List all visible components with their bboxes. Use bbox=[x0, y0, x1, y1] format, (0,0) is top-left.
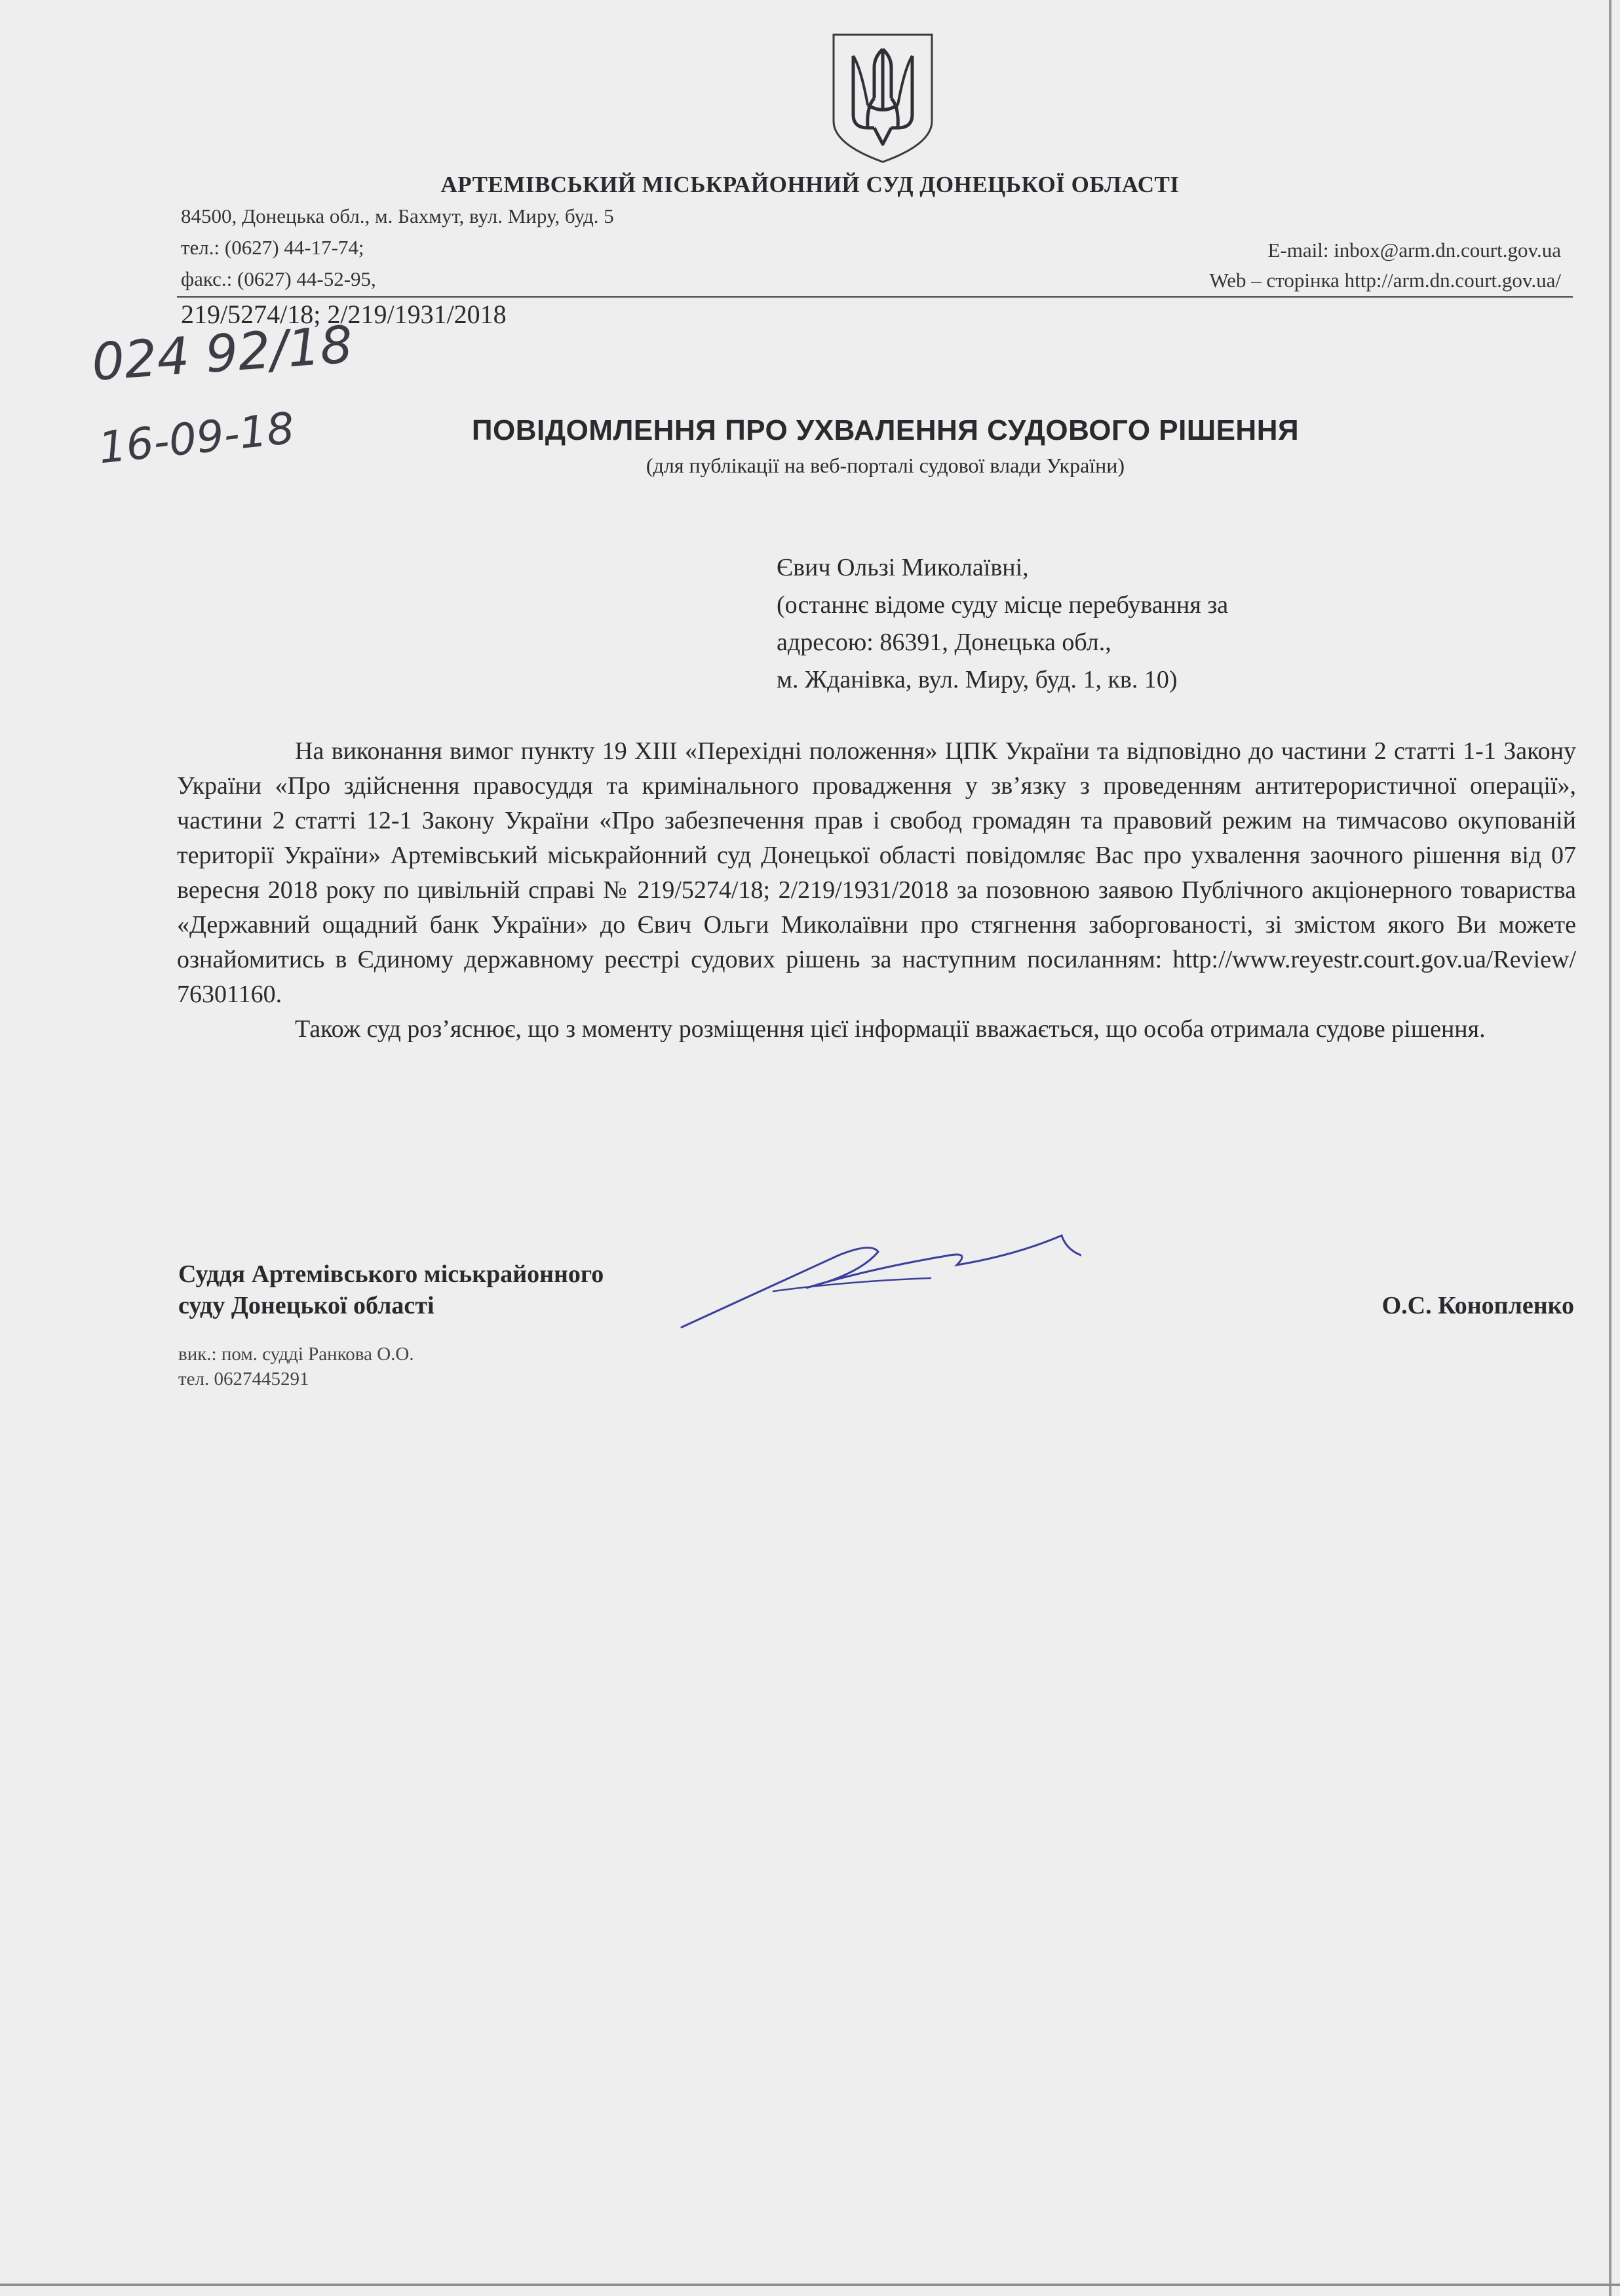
judge-title-line: Суддя Артемівського міськрайонного bbox=[178, 1260, 604, 1288]
addressee-address-line: (останнє відоме суду місце перебування за bbox=[777, 591, 1229, 619]
judge-title-line: суду Донецької області bbox=[178, 1292, 434, 1319]
court-fax: факс.: (0627) 44-52-95, bbox=[181, 267, 376, 290]
executor-name: вик.: пом. судді Ранкова О.О. bbox=[178, 1344, 414, 1365]
signer-name: О.С. Конопленко bbox=[1381, 1292, 1574, 1319]
court-phone: тел.: (0627) 44-17-74; bbox=[181, 236, 364, 259]
signature-title bbox=[178, 1258, 604, 1321]
page-edge bbox=[0, 2284, 1620, 2286]
handwritten-registration-number: 024 92/18 bbox=[90, 315, 355, 393]
court-email: E-mail: inbox@arm.dn.court.gov.ua bbox=[1267, 239, 1561, 262]
executor-phone: тел. 0627445291 bbox=[178, 1369, 309, 1390]
signature-scribble bbox=[675, 1216, 1081, 1334]
case-numbers: 219/5274/18; 2/219/1931/2018 bbox=[181, 300, 507, 329]
header-divider bbox=[177, 296, 1573, 298]
addressee-address-line: адресою: 86391, Донецька обл., bbox=[777, 629, 1111, 656]
notice-subtitle: (для публікації на веб-порталі судової влади України) bbox=[646, 454, 1125, 477]
addressee-name: Євич Ользі Миколаївні, bbox=[777, 554, 1029, 581]
body-paragraph: На виконання вимог пункту 19 XIII «Перехідні положення» ЦПК України та відповідно до частини 2 статті 1-1 Закону України «Про здійснення правосуддя та кримінального провадження у зв’язку з проведенням антитерористичної операції», частини 2 статті 12-1 Закону України «Про забезпечення прав і свобод громадян та правовий режим на тимчасово окупованій території України» Артемівський міськрайонний суд Донецької області повідомляє Вас про ухвалення заочного рішення від 07 вересня 2018 року по цивільній справі № 219/5274/18; 2/219/1931/2018 за позовною заявою Публічного акціонерного товариства «Державний ощадний банк України» до Євич Ольги Миколаївни про стягнення заборгованості, зі змістом якого Ви можете ознайомитись в Єдиному державному реєстрі судових рішень за наступним посиланням: http://www.reyestr.court.gov.ua/Review/ 76301160. bbox=[177, 737, 1576, 1008]
notice-title: ПОВІДОМЛЕННЯ ПРО УХВАЛЕННЯ СУДОВОГО РІШЕННЯ bbox=[471, 414, 1300, 446]
court-address: 84500, Донецька обл., м. Бахмут, вул. Миру, буд. 5 bbox=[181, 204, 614, 227]
notice-body bbox=[177, 734, 1576, 1047]
court-name: АРТЕМІВСЬКИЙ МІСЬКРАЙОННИЙ СУД ДОНЕЦЬКОЇ ОБЛАСТІ bbox=[440, 172, 1180, 197]
page-edge bbox=[1609, 0, 1611, 2296]
court-website: Web – сторінка http://arm.dn.court.gov.ua/ bbox=[1209, 269, 1561, 292]
handwritten-date: 16-09-18 bbox=[96, 402, 297, 474]
addressee-block bbox=[777, 549, 1228, 699]
coat-of-arms-icon bbox=[827, 29, 938, 167]
body-paragraph: Також суд роз’яснює, що з моменту розміщення цієї інформації вважається, що особа отримала судове рішення. bbox=[295, 1015, 1486, 1043]
addressee-address-line: м. Жданівка, вул. Миру, буд. 1, кв. 10) bbox=[777, 666, 1178, 693]
